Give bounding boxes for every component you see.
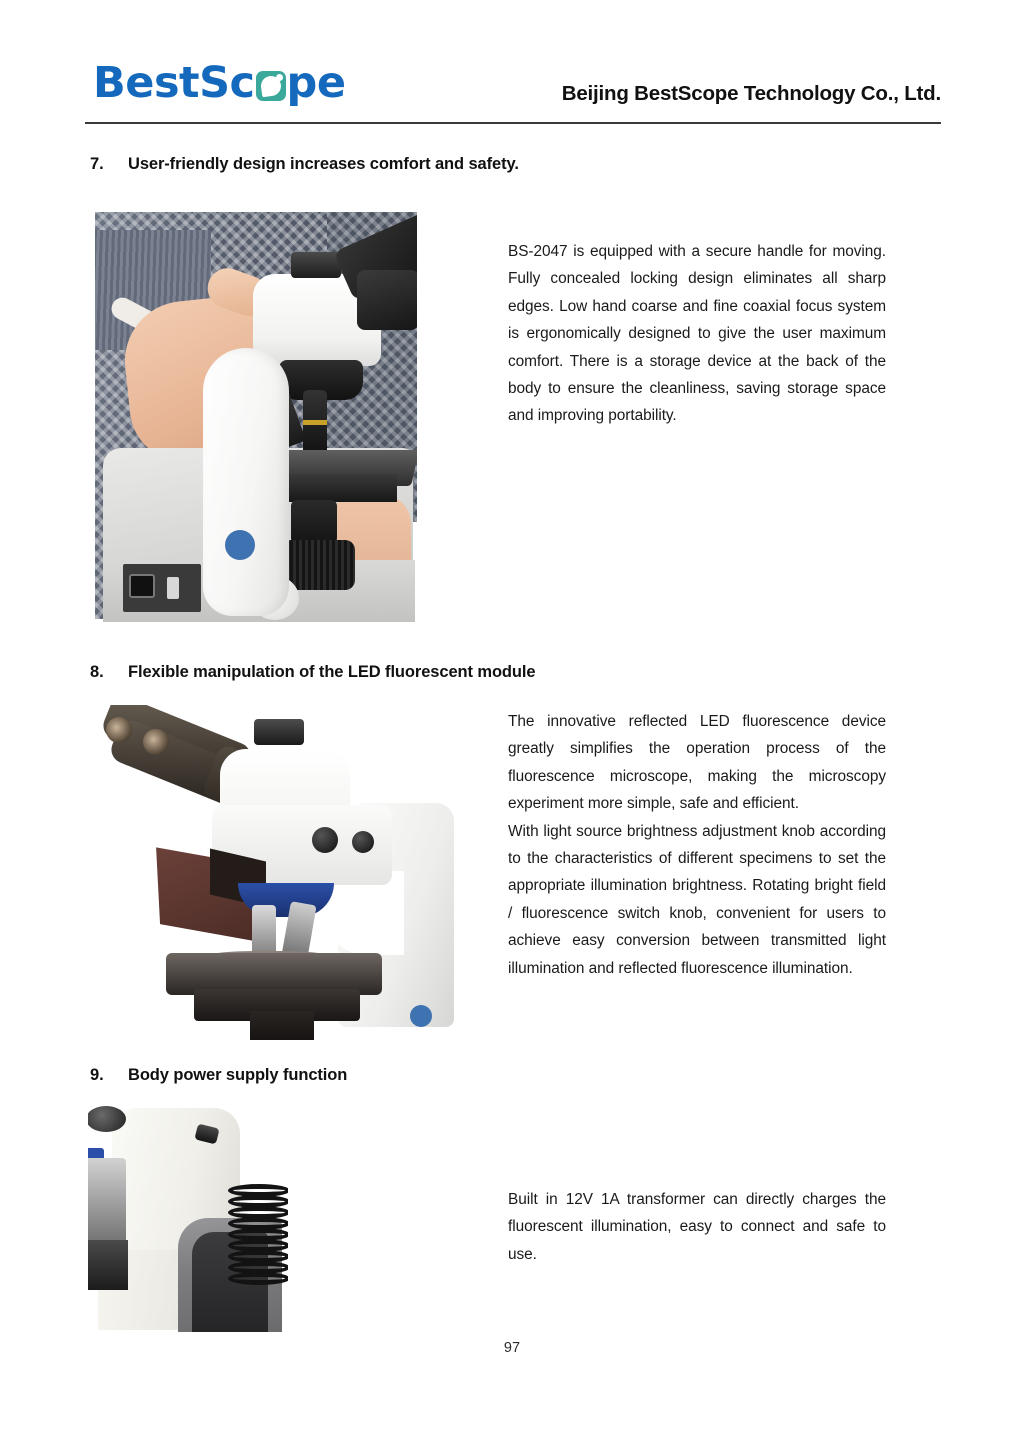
paragraph: Built in 12V 1A transformer can directly charges the fluorescent illumination, easy to connect and safe to use. [508,1191,886,1263]
brightness-adjustment-knob [312,827,338,853]
paragraph: The innovative reflected LED fluorescence device greatly simplifies the operation process of the fluorescence microscope, making the microscopy experiment more simple, safe and efficient. [508,713,886,813]
brand-dot [225,530,255,560]
eyepiece-lens-left [106,717,132,743]
bestscope-logo [93,57,346,108]
section-7-text [508,238,886,430]
section-heading-8 [90,663,535,682]
brightfield-fluorescence-switch-knob [352,831,374,853]
power-switch [167,577,179,599]
section-number-7: 7. [90,155,104,173]
company-name: Beijing BestScope Technology Co., Ltd. [561,82,941,105]
section-title-7: User-friendly design increases comfort and safety. [128,155,519,173]
camera-port [254,719,304,745]
photo-carrying-microscope [95,212,417,622]
objective-color-band [303,420,327,425]
coiled-power-cable [228,1184,288,1292]
carrying-handle [203,348,289,616]
photo-fluorescence-microscope [90,705,462,1040]
logo-text-first: BestSc [93,57,255,108]
condenser-pillar [250,1011,314,1040]
section-number-8: 8. [90,663,104,681]
camera-port [291,252,341,278]
page-number: 97 [503,1340,521,1356]
section-number-9: 9. [90,1066,104,1084]
aperture-lens-icon [256,71,286,101]
brand-dot [410,1005,432,1027]
paragraph: With light source brightness adjustment knob according to the characteristics of different specimens to set the appropriate illumination brightness. Rotating bright field / fluorescence switch knob, convenient for users to achieve easy conversion between transmitted light illumination and reflected fluorescence illumination. [508,822,886,977]
section-8-text [508,708,886,982]
power-socket [129,574,155,598]
photo-body-power-supply [88,1100,288,1332]
section-title-8: Flexible manipulation of the LED fluorescent module [128,663,536,681]
section-heading-9 [90,1066,347,1085]
objective-lenses [88,1158,126,1248]
paragraph: BS-2047 is equipped with a secure handle for moving. Fully concealed locking design eliminates all sharp edges. Low hand coarse and fine coaxial focus system is ergonomically designed to give the user maximum comfort. There is a storage device at the back of the body to ensure the cleanliness, saving storage space and improving portability. [508,243,886,425]
section-title-9: Body power supply function [128,1066,348,1084]
header-divider [85,122,941,124]
section-heading-7 [90,155,519,174]
section-9-text [508,1186,886,1268]
page-header [85,52,941,126]
condenser [291,500,337,544]
stage-edge [88,1240,128,1290]
eyepiece-body [357,270,417,330]
logo-text-second: pe [286,57,346,108]
eyepiece-lens-right [143,729,169,755]
